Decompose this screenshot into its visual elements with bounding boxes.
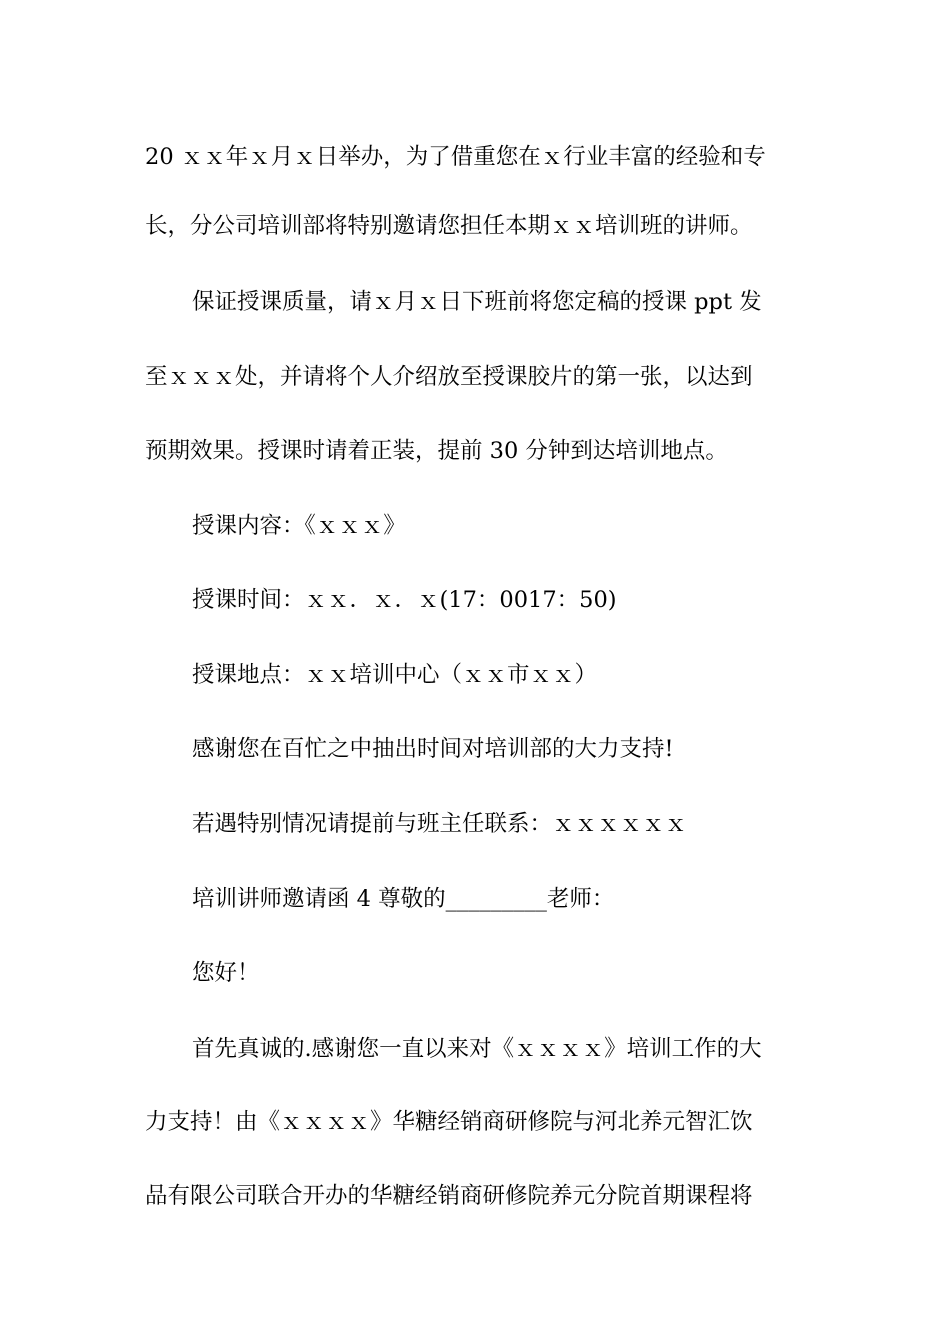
text-line: 长，分公司培训部将特别邀请您担任本期ｘｘ培训班的讲师。 bbox=[145, 213, 753, 239]
salutation-line: 培训讲师邀请函 4 尊敬的_________老师： bbox=[192, 886, 615, 912]
thanks-line: 感谢您在百忙之中抽出时间对培训部的大力支持! bbox=[192, 736, 674, 762]
greeting-line: 您好！ bbox=[192, 960, 260, 986]
text-line: 品有限公司联合开办的华糖经销商研修院养元分院首期课程将 bbox=[145, 1183, 753, 1209]
text-line: 预期效果。授课时请着正装，提前 30 分钟到达培训地点。 bbox=[145, 438, 728, 464]
text-line: 20 ｘｘ年ｘ月ｘ日举办，为了借重您在ｘ行业丰富的经验和专 bbox=[145, 144, 766, 170]
course-content-line: 授课内容：《ｘｘｘ》 bbox=[192, 513, 406, 539]
paragraph-line: 保证授课质量，请ｘ月ｘ日下班前将您定稿的授课 ppt 发 bbox=[192, 289, 762, 315]
text-line: 至ｘｘｘ处，并请将个人介绍放至授课胶片的第一张，以达到 bbox=[145, 364, 753, 390]
contact-line: 若遇特别情况请提前与班主任联系：ｘｘｘｘｘｘ bbox=[192, 811, 688, 837]
course-location-line: 授课地点：ｘｘ培训中心（ｘｘ市ｘｘ） bbox=[192, 662, 598, 688]
text-line: 力支持！由《ｘｘｘｘ》华糖经销商研修院与河北养元智汇饮 bbox=[145, 1109, 753, 1135]
course-time-line: 授课时间：ｘｘ．ｘ．ｘ(17：0017：50) bbox=[192, 587, 617, 613]
paragraph-line: 首先真诚的.感谢您一直以来对《ｘｘｘｘ》培训工作的大 bbox=[192, 1036, 762, 1062]
